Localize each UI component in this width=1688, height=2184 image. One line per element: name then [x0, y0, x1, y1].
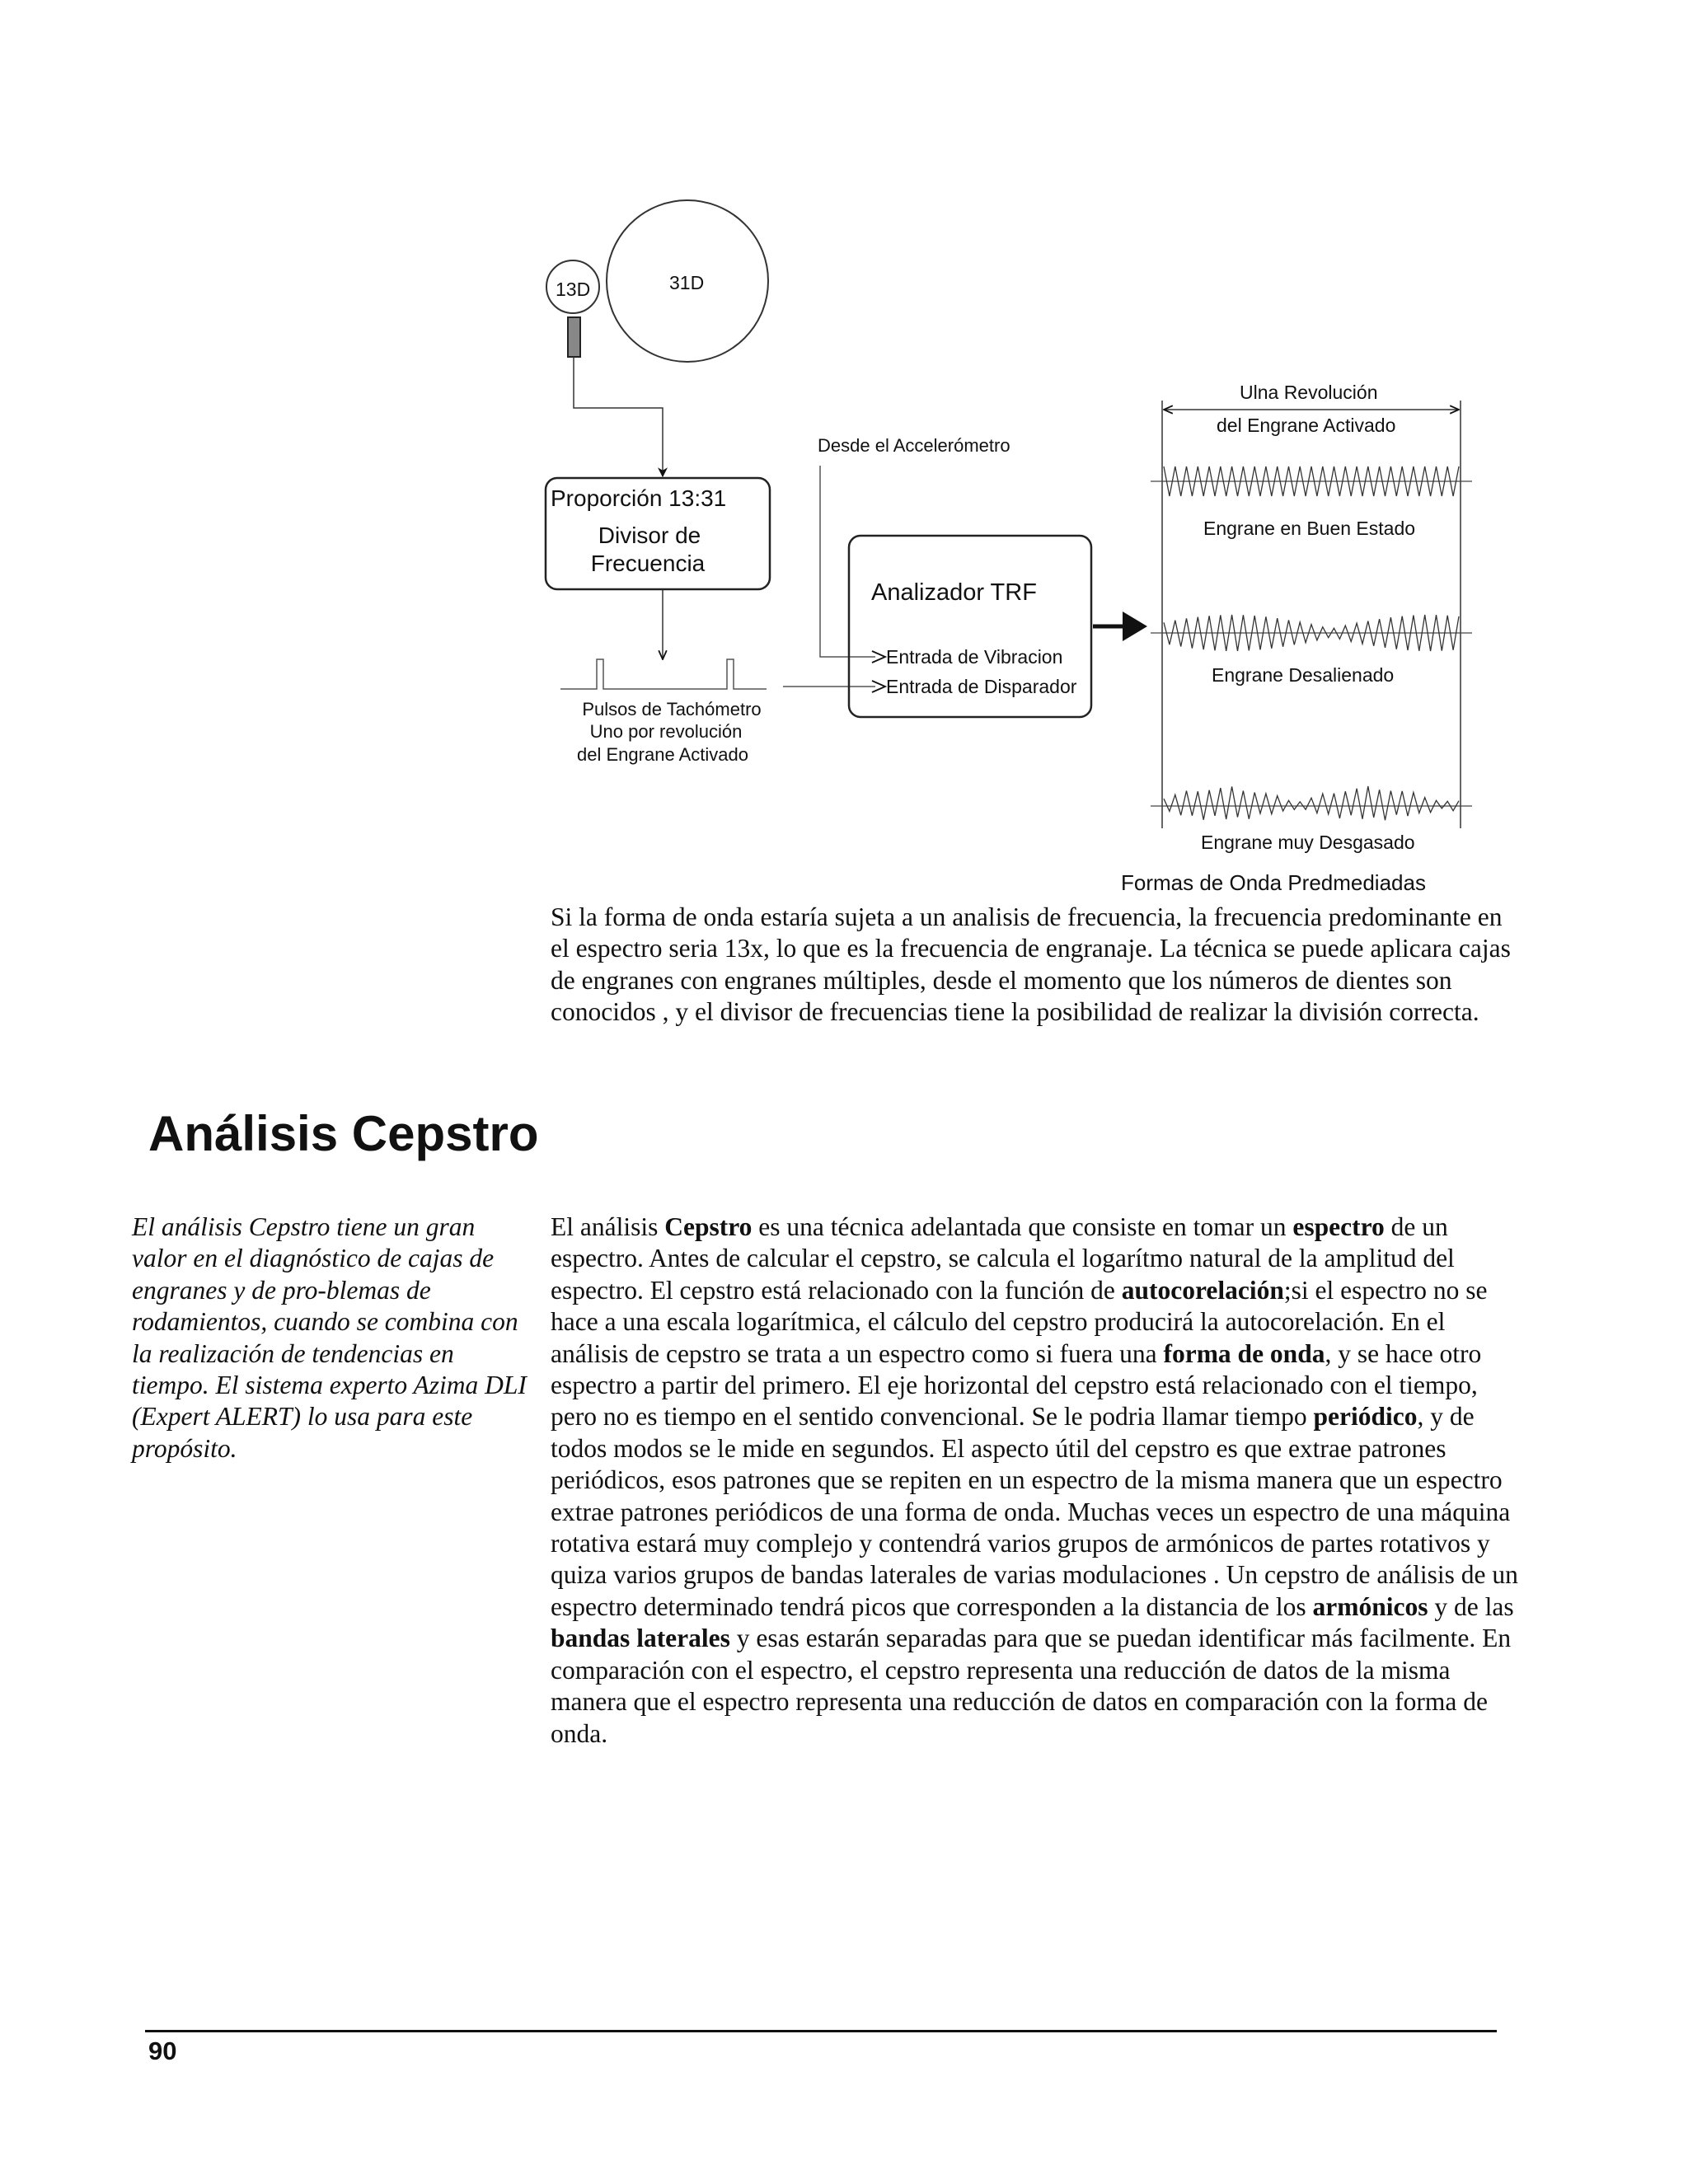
tach-pulses-line3: del Engrane Activado [577, 744, 748, 765]
gear-analysis-diagram [0, 0, 1688, 915]
text-run: , y de todos modos se le mide en segundos. El aspecto útil del cepstro es que extrae patrones periódicos, esos patrones que se repiten en un espectro de la misma manera que un espectro extrae patrones periódicos de una forma de onda. Muchas veces un espectro de una máquina rotativa estará muy complejo y contendrá varios grupos de armónicos de partes rotativos y quiza varios grupos de bandas laterales de varias modulaciones . Un cepstro de análisis de un espectro determinado tendrá picos que corresponden a la distancia de los [551, 1402, 1518, 1621]
text-run: de un espectro. Antes de calcular el cepstro, se calcula el logarítmo natural de la amplitud del espectro. El cepstro está relacionado con la función de [551, 1212, 1455, 1305]
cepstrum-paragraph [551, 1212, 1523, 1750]
waveform-worn-gear [1164, 786, 1459, 820]
term-autocorelacion: autocorelación [1121, 1275, 1284, 1305]
output-arrow-head [1123, 612, 1147, 641]
diagram-caption: Formas de Onda Predmediadas [1121, 870, 1426, 895]
tach-pulses-line1: Pulsos de Tachómetro [582, 699, 762, 719]
revolution-label-line2: del Engrane Activado [1217, 415, 1396, 436]
term-armonicos: armónicos [1312, 1591, 1428, 1621]
text-run: El análisis [551, 1212, 665, 1241]
revolution-label-line1: Ulna Revolución [1240, 382, 1378, 403]
section-heading: Análisis Cepstro [148, 1106, 539, 1161]
term-bandas-laterales: bandas laterales [551, 1624, 730, 1653]
tach-pulses-line2: Uno por revolución [589, 721, 743, 742]
tach-pulse-train [560, 659, 767, 689]
term-periodico: periódico [1313, 1402, 1418, 1432]
page-number: 90 [148, 2036, 177, 2065]
sensor-wire [574, 357, 663, 476]
divider-ratio-label: Proporción 13:31 [551, 485, 727, 511]
divider-label-line2: Divisor de [598, 523, 701, 548]
text-run: y de las [1428, 1591, 1514, 1621]
margin-note: El análisis Cepstro tiene un gran valor en el diagnóstico de cajas de engranes y de pro-blemas de rodamientos, cuando se combina con la realización de tendencias en tiempo. El sistema experto Azima DLI (Expert ALERT) lo usa para este propósito. [132, 1212, 527, 1463]
trigger-input-label: Entrada de Disparador [886, 676, 1077, 697]
vibration-input-label: Entrada de Vibracion [886, 646, 1063, 668]
text-run: es una técnica adelantada que consiste en tomar un [752, 1212, 1293, 1241]
text-run: ;si el espectro no se hace a una escala logarítmica, el cálculo del cepstro producirá la autocorelación. En el análisis de cepstro se trata a un espectro como si fuera una [551, 1275, 1488, 1368]
text-run: , y se hace otro espectro a partir del primero. El eje horizontal del cepstro está relacionado con el tiempo, pero no es tiempo en el sentido convencional. Se le podria llamar tiempo [551, 1338, 1482, 1432]
large-gear-label: 31D [669, 272, 705, 293]
accelerometer-label: Desde el Accelerómetro [818, 435, 1010, 456]
small-gear-label: 13D [556, 279, 591, 300]
text-run: y esas estarán separadas para que se puedan identificar más facilmente. En comparación con el espectro, el cepstro representa una reducción de datos de la misma manera que el espectro representa una reducción de datos en comparación con la forma de onda. [551, 1624, 1512, 1748]
waveform-label-worn: Engrane muy Desgasado [1201, 832, 1415, 853]
footer-rule [145, 2030, 1497, 2032]
analyzer-title: Analizador TRF [871, 579, 1037, 606]
intro-paragraph: Si la forma de onda estaría sujeta a un analisis de frecuencia, la frecuencia predominante en el espectro seria 13x, lo que es la frecuencia de engranaje. La técnica se puede aplicara cajas de engranes con engranes múltiples, desde el momento que los números de dientes son conocidos , y el divisor de frecuencias tiene la posibilidad de realizar la división correcta. [551, 902, 1511, 1027]
tach-sensor [568, 317, 580, 357]
waveform-label-misaligned: Engrane Desalienado [1212, 664, 1395, 686]
divider-label-line3: Frecuencia [590, 551, 706, 576]
term-cepstro: Cepstro [664, 1212, 753, 1241]
term-forma-de-onda: forma de onda [1163, 1338, 1325, 1368]
term-espectro: espectro [1292, 1212, 1385, 1241]
waveform-label-good: Engrane en Buen Estado [1203, 518, 1416, 539]
accelerometer-line [820, 466, 875, 657]
